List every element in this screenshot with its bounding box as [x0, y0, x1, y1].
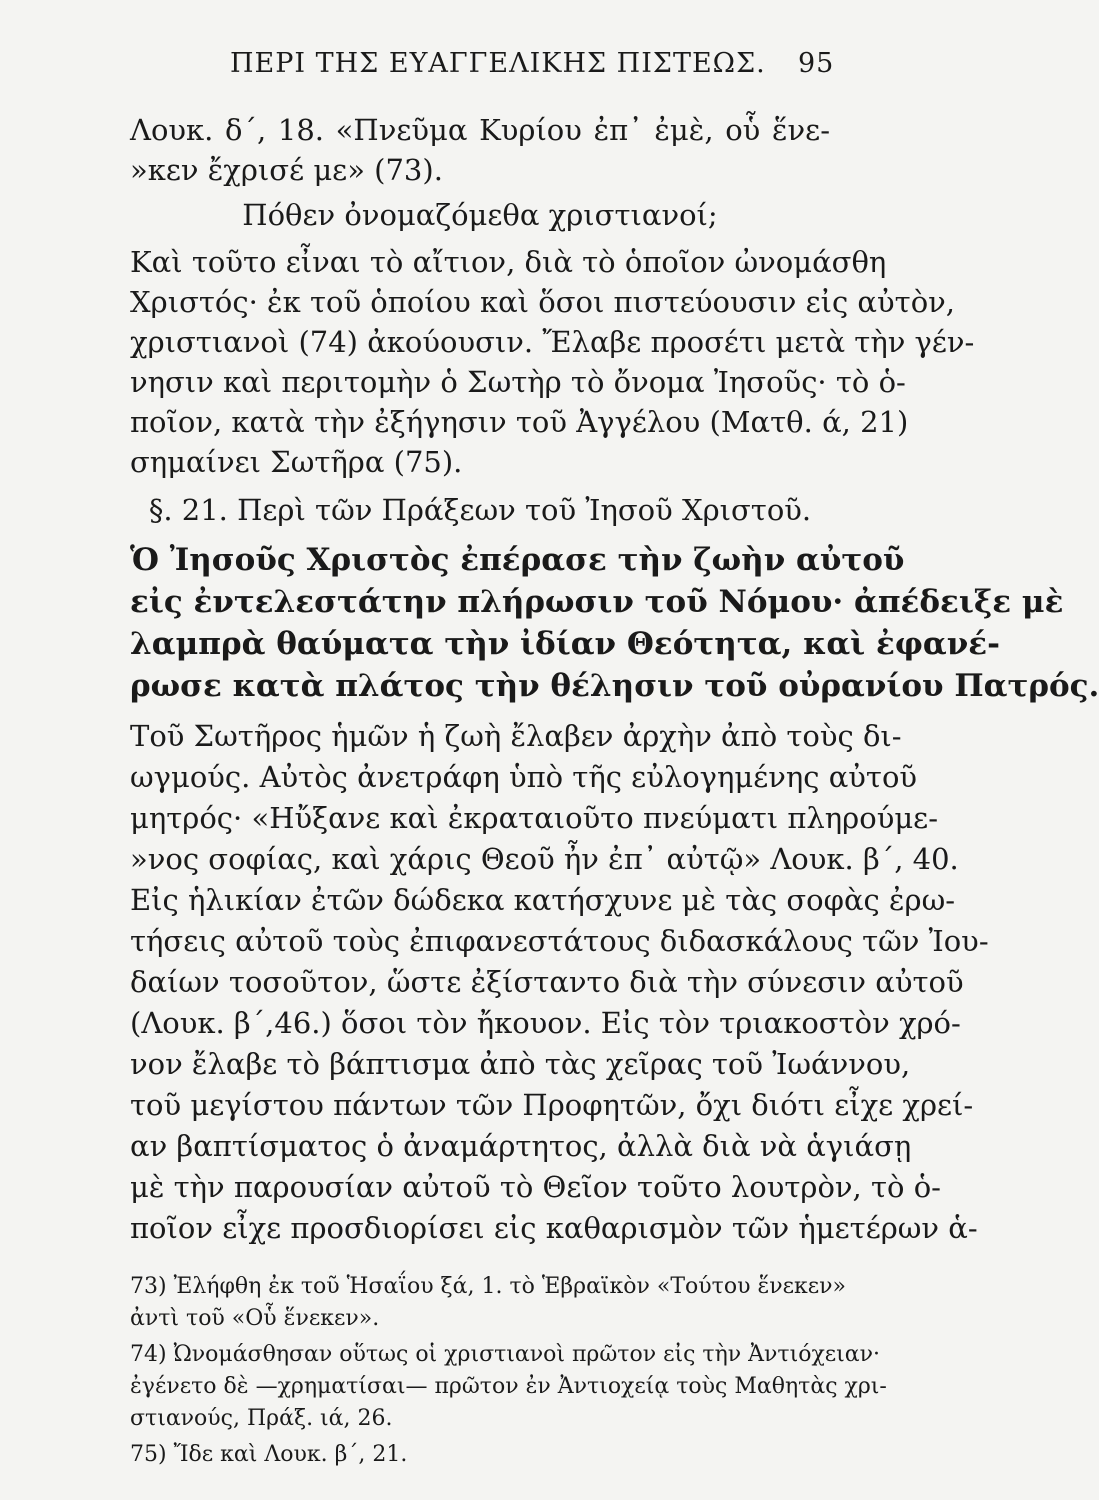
header-title: ΠΕΡΙ ΤΗΣ ΕΥΑΓΓΕΛΙΚΗΣ ΠΙΣΤΕΩΣ.: [230, 48, 766, 79]
footnote-line: 73) Ἐλήφθη ἐκ τοῦ Ἡσαΐου ξά, 1. τὸ Ἑβραϊκὸν «Τούτου ἕνεκεν»: [130, 1274, 847, 1299]
text-line: δαίων τοσοῦτον, ὥστε ἐξίσταντο διὰ τὴν σύνεσιν αὐτοῦ: [130, 965, 964, 999]
text-line: νησιν καὶ περιτομὴν ὁ Σωτὴρ τὸ ὄνομα Ἰησοῦς· τὸ ὁ-: [130, 365, 906, 399]
summary-line: Ὁ Ἰησοῦς Χριστὸς ἐπέρασε τὴν ζωὴν αὐτοῦ: [130, 542, 905, 578]
text-line: τοῦ μεγίστου πάντων τῶν Προφητῶν, ὄχι διότι εἶχε χρεί-: [130, 1088, 974, 1122]
footnote-line: ἀντὶ τοῦ «Οὗ ἕνεκεν».: [130, 1306, 380, 1331]
text-line: ποῖον εἶχε προσδιορίσει εἰς καθαρισμὸν τῶν ἡμετέρων ἁ-: [130, 1211, 978, 1245]
footnote-line: στιανούς, Πράξ. ιά, 26.: [130, 1406, 393, 1431]
running-header: [230, 48, 835, 79]
text-line: μητρός· «Ηὔξανε καὶ ἐκραταιοῦτο πνεύματι πληρούμε-: [130, 801, 938, 835]
page-number: 95: [798, 48, 835, 79]
text-line: ποῖον, κατὰ τὴν ἐξήγησιν τοῦ Ἀγγέλου (Ματθ. ά, 21): [130, 405, 909, 439]
text-line: (Λουκ. β΄,46.) ὅσοι τὸν ἤκουον. Εἰς τὸν τριακοστὸν χρό-: [130, 1006, 961, 1040]
text-line: »νος σοφίας, καὶ χάρις Θεοῦ ἦν ἐπ᾽ αὐτῷ» Λουκ. β΄, 40.: [130, 842, 959, 876]
summary-line: εἰς ἐντελεστάτην πλήρωσιν τοῦ Νόμου· ἀπέδειξε μὲ: [130, 584, 1064, 620]
section-heading: §. 21. Περὶ τῶν Πράξεων τοῦ Ἰησοῦ Χριστοῦ.: [148, 493, 812, 527]
summary-line: λαμπρὰ θαύματα τὴν ἰδίαν Θεότητα, καὶ ἐφανέ-: [130, 626, 1000, 662]
footnote-line: 74) Ὠνομάσθησαν οὕτως οἱ χριστιανοὶ πρῶτον εἰς τὴν Ἀντιόχειαν·: [130, 1342, 881, 1367]
text-line: αν βαπτίσματος ὁ ἀναμάρτητος, ἀλλὰ διὰ νὰ ἁγιάσῃ: [130, 1129, 912, 1163]
text-line: Καὶ τοῦτο εἶναι τὸ αἴτιον, διὰ τὸ ὁποῖον ὠνομάσθη: [130, 245, 887, 279]
text-line: τήσεις αὐτοῦ τοὺς ἐπιφανεστάτους διδασκάλους τῶν Ἰου-: [130, 924, 989, 958]
summary-line: ρωσε κατὰ πλάτος τὴν θέλησιν τοῦ οὐρανίου Πατρός.: [130, 668, 1099, 704]
text-line: Τοῦ Σωτῆρος ἡμῶν ἡ ζωὴ ἔλαβεν ἀρχὴν ἀπὸ τοὺς δι-: [130, 719, 902, 753]
text-line: μὲ τὴν παρουσίαν αὐτοῦ τὸ Θεῖον τοῦτο λουτρὸν, τὸ ὁ-: [130, 1170, 941, 1204]
text-line: »κεν ἔχρισέ με» (73).: [130, 153, 443, 187]
text-line: Χριστός· ἐκ τοῦ ὁποίου καὶ ὅσοι πιστεύουσιν εἰς αὐτὸν,: [130, 285, 955, 319]
section-question: Πόθεν ὀνομαζόμεθα χριστιανοί;: [242, 198, 718, 232]
footnote-line: ἐγένετο δὲ —χρηματίσαι— πρῶτον ἐν Ἀντιοχείᾳ τοὺς Μαθητὰς χρι-: [130, 1374, 887, 1399]
text-line: σημαίνει Σωτῆρα (75).: [130, 445, 463, 479]
text-line: νον ἔλαβε τὸ βάπτισμα ἀπὸ τὰς χεῖρας τοῦ Ἰωάννου,: [130, 1047, 911, 1081]
text-line: χριστιανοὶ (74) ἀκούουσιν. Ἔλαβε προσέτι μετὰ τὴν γέν-: [130, 325, 975, 359]
footnote-line: 75) Ἴδε καὶ Λουκ. β΄, 21.: [130, 1442, 408, 1467]
text-line: Λουκ. δ΄, 18. «Πνεῦμα Κυρίου ἐπ᾽ ἐμὲ, οὗ ἕνε-: [130, 113, 830, 147]
text-line: ωγμούς. Αὐτὸς ἀνετράφη ὑπὸ τῆς εὐλογημένης αὐτοῦ: [130, 760, 918, 794]
text-line: Εἰς ἡλικίαν ἐτῶν δώδεκα κατήσχυνε μὲ τὰς σοφὰς ἐρω-: [130, 883, 956, 917]
